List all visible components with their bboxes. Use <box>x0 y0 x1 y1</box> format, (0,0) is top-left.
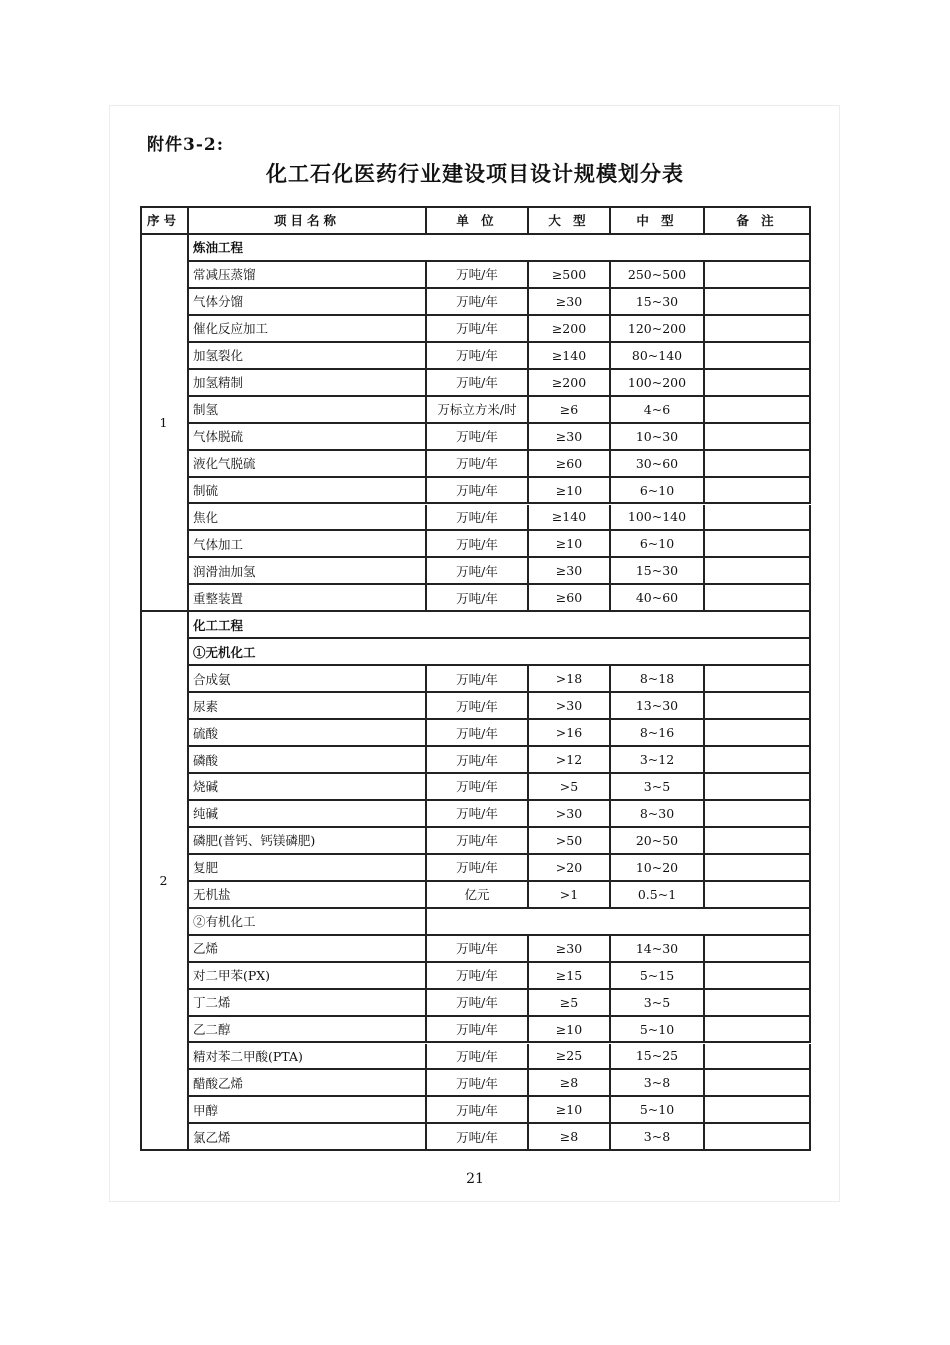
row-medium-scale: 6~10 <box>611 478 705 505</box>
row-item-name: 磷酸 <box>189 747 427 774</box>
row-medium-scale: 15~30 <box>611 558 705 585</box>
header-number: 序号 <box>140 206 189 235</box>
row-note <box>705 505 811 532</box>
row-unit: 万吨/年 <box>427 585 529 612</box>
row-unit: 万吨/年 <box>427 666 529 693</box>
row-item-name: 催化反应加工 <box>189 316 427 343</box>
row-note <box>705 262 811 289</box>
row-large-scale: >16 <box>529 720 611 747</box>
row-unit: 万吨/年 <box>427 1070 529 1097</box>
row-note <box>705 585 811 612</box>
row-medium-scale: 8~18 <box>611 666 705 693</box>
row-unit: 万吨/年 <box>427 693 529 720</box>
row-large-scale: >12 <box>529 747 611 774</box>
row-medium-scale: 13~30 <box>611 693 705 720</box>
row-unit: 万吨/年 <box>427 505 529 532</box>
row-item-name: 磷肥(普钙、钙镁磷肥) <box>189 828 427 855</box>
row-unit: 万吨/年 <box>427 720 529 747</box>
row-unit: 万吨/年 <box>427 316 529 343</box>
row-unit: 万吨/年 <box>427 990 529 1017</box>
row-item-name: 焦化 <box>189 505 427 532</box>
row-note <box>705 1017 811 1044</box>
row-item-name: 氯乙烯 <box>189 1124 427 1151</box>
row-medium-scale: 20~50 <box>611 828 705 855</box>
row-note <box>705 1070 811 1097</box>
group-number: 2 <box>140 612 189 1151</box>
row-unit: 万吨/年 <box>427 343 529 370</box>
row-medium-scale: 4~6 <box>611 397 705 424</box>
row-item-name: 精对苯二甲酸(PTA) <box>189 1044 427 1071</box>
row-large-scale: ≥200 <box>529 316 611 343</box>
row-item-name: 烧碱 <box>189 774 427 801</box>
row-large-scale: >20 <box>529 855 611 882</box>
row-large-scale: ≥60 <box>529 451 611 478</box>
row-large-scale: ≥500 <box>529 262 611 289</box>
row-medium-scale: 100~140 <box>611 505 705 532</box>
row-medium-scale: 80~140 <box>611 343 705 370</box>
row-medium-scale: 120~200 <box>611 316 705 343</box>
row-note <box>705 693 811 720</box>
row-medium-scale: 14~30 <box>611 936 705 963</box>
row-item-name: 醋酸乙烯 <box>189 1070 427 1097</box>
row-medium-scale: 100~200 <box>611 370 705 397</box>
row-item-name: 常减压蒸馏 <box>189 262 427 289</box>
row-item-name: 气体分馏 <box>189 289 427 316</box>
row-unit: 万吨/年 <box>427 936 529 963</box>
row-note <box>705 666 811 693</box>
row-large-scale: ≥200 <box>529 370 611 397</box>
row-item-name: 尿素 <box>189 693 427 720</box>
row-note <box>705 1124 811 1151</box>
row-large-scale: >18 <box>529 666 611 693</box>
row-note <box>705 316 811 343</box>
row-item-name: 复肥 <box>189 855 427 882</box>
row-item-name: 液化气脱硫 <box>189 451 427 478</box>
row-large-scale: ≥30 <box>529 289 611 316</box>
row-note <box>705 855 811 882</box>
row-note <box>705 936 811 963</box>
row-note <box>705 451 811 478</box>
row-unit: 万吨/年 <box>427 478 529 505</box>
document-title: 化工石化医药行业建设项目设计规模划分表 <box>266 162 684 186</box>
row-unit: 亿元 <box>427 882 529 909</box>
row-large-scale: ≥60 <box>529 585 611 612</box>
scale-classification-table <box>140 206 811 1149</box>
header-name: 项目名称 <box>189 206 427 235</box>
page-number: 21 <box>466 1171 484 1187</box>
row-medium-scale: 5~15 <box>611 963 705 990</box>
row-medium-scale: 5~10 <box>611 1097 705 1124</box>
subsection-blank <box>427 909 811 936</box>
row-large-scale: >1 <box>529 882 611 909</box>
row-large-scale: ≥10 <box>529 478 611 505</box>
row-unit: 万吨/年 <box>427 801 529 828</box>
row-note <box>705 882 811 909</box>
row-large-scale: ≥8 <box>529 1124 611 1151</box>
row-note <box>705 424 811 451</box>
row-item-name: 对二甲苯(PX) <box>189 963 427 990</box>
section-heading: ①无机化工 <box>189 639 811 666</box>
header-medium: 中 型 <box>611 206 705 235</box>
row-note <box>705 1044 811 1071</box>
row-note <box>705 720 811 747</box>
row-unit: 万吨/年 <box>427 1017 529 1044</box>
row-item-name: 乙烯 <box>189 936 427 963</box>
group-number: 1 <box>140 235 189 612</box>
row-note <box>705 478 811 505</box>
row-large-scale: ≥140 <box>529 343 611 370</box>
row-large-scale: ≥140 <box>529 505 611 532</box>
row-item-name: 制硫 <box>189 478 427 505</box>
row-note <box>705 289 811 316</box>
row-large-scale: ≥6 <box>529 397 611 424</box>
row-unit: 万吨/年 <box>427 774 529 801</box>
row-medium-scale: 3~8 <box>611 1124 705 1151</box>
row-large-scale: ≥25 <box>529 1044 611 1071</box>
header-large: 大 型 <box>529 206 611 235</box>
row-large-scale: ≥10 <box>529 1017 611 1044</box>
row-note <box>705 747 811 774</box>
row-medium-scale: 0.5~1 <box>611 882 705 909</box>
row-unit: 万吨/年 <box>427 451 529 478</box>
row-note <box>705 1097 811 1124</box>
row-item-name: 甲醇 <box>189 1097 427 1124</box>
row-unit: 万吨/年 <box>427 558 529 585</box>
header-unit: 单 位 <box>427 206 529 235</box>
row-note <box>705 397 811 424</box>
row-unit: 万吨/年 <box>427 1044 529 1071</box>
row-large-scale: >50 <box>529 828 611 855</box>
row-medium-scale: 30~60 <box>611 451 705 478</box>
row-medium-scale: 3~12 <box>611 747 705 774</box>
row-unit: 万吨/年 <box>427 424 529 451</box>
row-medium-scale: 3~5 <box>611 774 705 801</box>
row-unit: 万吨/年 <box>427 262 529 289</box>
row-large-scale: ≥8 <box>529 1070 611 1097</box>
row-medium-scale: 10~30 <box>611 424 705 451</box>
row-medium-scale: 3~8 <box>611 1070 705 1097</box>
row-item-name: 重整装置 <box>189 585 427 612</box>
row-note <box>705 558 811 585</box>
row-item-name: 润滑油加氢 <box>189 558 427 585</box>
row-item-name: 气体加工 <box>189 531 427 558</box>
row-large-scale: ≥30 <box>529 558 611 585</box>
row-item-name: 无机盐 <box>189 882 427 909</box>
row-item-name: 丁二烯 <box>189 990 427 1017</box>
row-unit: 万吨/年 <box>427 963 529 990</box>
row-item-name: 制氢 <box>189 397 427 424</box>
row-note <box>705 828 811 855</box>
row-medium-scale: 6~10 <box>611 531 705 558</box>
row-note <box>705 774 811 801</box>
row-medium-scale: 40~60 <box>611 585 705 612</box>
row-unit: 万吨/年 <box>427 289 529 316</box>
row-note <box>705 531 811 558</box>
row-large-scale: ≥15 <box>529 963 611 990</box>
row-large-scale: ≥30 <box>529 936 611 963</box>
row-item-name: 气体脱硫 <box>189 424 427 451</box>
row-unit: 万吨/年 <box>427 370 529 397</box>
attachment-label: 附件3-2: <box>147 135 224 155</box>
row-unit: 万标立方米/时 <box>427 397 529 424</box>
row-unit: 万吨/年 <box>427 828 529 855</box>
row-large-scale: ≥10 <box>529 1097 611 1124</box>
row-medium-scale: 3~5 <box>611 990 705 1017</box>
row-item-name: 合成氨 <box>189 666 427 693</box>
row-large-scale: >30 <box>529 801 611 828</box>
row-unit: 万吨/年 <box>427 747 529 774</box>
header-note: 备 注 <box>705 206 811 235</box>
row-medium-scale: 5~10 <box>611 1017 705 1044</box>
row-note <box>705 801 811 828</box>
row-large-scale: >30 <box>529 693 611 720</box>
row-medium-scale: 8~16 <box>611 720 705 747</box>
subsection-heading: ②有机化工 <box>189 909 427 936</box>
row-large-scale: >5 <box>529 774 611 801</box>
row-item-name: 乙二醇 <box>189 1017 427 1044</box>
row-large-scale: ≥10 <box>529 531 611 558</box>
row-medium-scale: 8~30 <box>611 801 705 828</box>
section-heading: 化工工程 <box>189 612 811 639</box>
row-item-name: 加氢精制 <box>189 370 427 397</box>
row-medium-scale: 15~25 <box>611 1044 705 1071</box>
row-item-name: 加氢裂化 <box>189 343 427 370</box>
row-unit: 万吨/年 <box>427 1124 529 1151</box>
row-large-scale: ≥30 <box>529 424 611 451</box>
row-note <box>705 370 811 397</box>
row-item-name: 硫酸 <box>189 720 427 747</box>
row-note <box>705 990 811 1017</box>
row-unit: 万吨/年 <box>427 531 529 558</box>
row-medium-scale: 15~30 <box>611 289 705 316</box>
row-medium-scale: 10~20 <box>611 855 705 882</box>
row-unit: 万吨/年 <box>427 1097 529 1124</box>
row-item-name: 纯碱 <box>189 801 427 828</box>
row-medium-scale: 250~500 <box>611 262 705 289</box>
row-note <box>705 963 811 990</box>
row-unit: 万吨/年 <box>427 855 529 882</box>
row-large-scale: ≥5 <box>529 990 611 1017</box>
section-heading: 炼油工程 <box>189 235 811 262</box>
row-note <box>705 343 811 370</box>
